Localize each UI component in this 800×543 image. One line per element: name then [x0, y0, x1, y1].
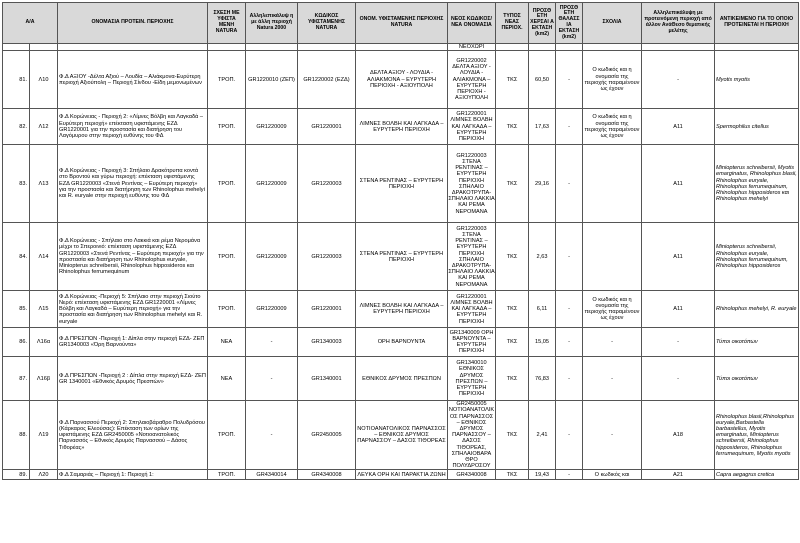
- existing-name-cell: ΕΘΝΙΚΟΣ ΔΡΥΜΟΣ ΠΡΕΣΠΩΝ: [356, 357, 448, 401]
- row-number: 88.: [3, 401, 30, 470]
- overlap-cell: GR1220009: [246, 223, 298, 291]
- existing-code-cell: GR4340008: [298, 470, 356, 480]
- new-code-cell: GR1220003 ΣΤΕΝΑ ΡΕΝΤΙΝΑΣ – ΕΥΡΥΤΕΡΗ ΠΕΡΙΟΧΗ ΣΠΗΛΑΙΟ ΔΡΑΚΟΤΡΥΠΑ- ΣΠΗΛΑΙΟ ΛΑΚΚΙΑ ΚΑΙ ΡΕΜΑ ΝΕΡΟΜΑΝΑ: [448, 145, 496, 223]
- row-code: Λ14: [30, 223, 58, 291]
- site-name: Φ.Δ Κορώνειας - Περιοχή 3: Σπήλαιο Δρακότρυπα κοντά στο Βροντού και γύρω περιοχή: επέκταση υφιστάμενης ΕΖΔ GR1220003 «Στενά Ρεντίνας – Ευρύτερη περιοχή» για την προστασία και διατήρηση των Rhinolophus mehelyi και R. euryale στην περιοχή ευθύνης του ΦΔ: [58, 145, 208, 223]
- cell: [3, 44, 30, 51]
- existing-name-cell: ΣΤΕΝΑ ΡΕΝΤΙΝΑΣ – ΕΥΡΥΤΕΡΗ ΠΕΡΙΟΧΗ: [356, 223, 448, 291]
- type-cell: ΤΚΣ: [496, 109, 529, 145]
- sea-area-cell: -: [556, 145, 583, 223]
- sea-area-cell: -: [556, 357, 583, 401]
- table-row: [3, 470, 799, 480]
- type-cell: ΤΚΣ: [496, 51, 529, 109]
- type-cell: ΤΚΣ: [496, 357, 529, 401]
- sea-area-cell: -: [556, 328, 583, 357]
- spacer-row: [3, 44, 799, 51]
- cell: [583, 44, 642, 51]
- header-object: ΑΝΤΙΚΕΙΜΕΝΟ ΓΙΑ ΤΟ ΟΠΟΙΟ ΠΡΟΤΕΙΝΕΤΑΙ Η ΠΕΡΙΟΧΗ: [715, 3, 799, 44]
- header-sea: ΠΡΟΣΘ ΕΤΗ ΘΑΛΑΣΣ ΙΑ ΕΚΤΑΣΗ (km2): [556, 3, 583, 44]
- object-cell: Spermophilus citellus: [715, 109, 799, 145]
- table-row: [3, 357, 799, 401]
- row-code: Λ12: [30, 109, 58, 145]
- cell: [642, 44, 715, 51]
- existing-name-cell: ΣΤΕΝΑ ΡΕΝΤΙΝΑΣ – ΕΥΡΥΤΕΡΗ ΠΕΡΙΟΧΗ: [356, 145, 448, 223]
- table-row: [3, 109, 799, 145]
- row-code: Λ13: [30, 145, 58, 223]
- sea-area-cell: -: [556, 51, 583, 109]
- header-existing-code: ΚΩΔΙΚΟΣ ΥΦΙΣΤΑΜΕΝΗΣ NATURA: [298, 3, 356, 44]
- new-code-cell: GR1220001 ΛΙΜΝΕΣ ΒΟΛΒΗ ΚΑΙ ΛΑΓΚΑΔΑ – ΕΥΡΥΤΕΡΗ ΠΕΡΙΟΧΗ: [448, 109, 496, 145]
- comments-cell: -: [583, 401, 642, 470]
- other-overlap-cell: -: [642, 51, 715, 109]
- object-cell: Miniopterus schreibersii, Myotis emarginatus, Rhinolophus blasii, Rhinolophus euryale, Rhinolophus ferrumequinum, Rhinolophus hipposideros και Rhinolophus mehelyi: [715, 145, 799, 223]
- row-code: Λ10: [30, 51, 58, 109]
- natura-sites-table: [2, 2, 799, 480]
- table-row: [3, 223, 799, 291]
- existing-name-cell: ΝΟΤΙΟΑΝΑΤΟΛΙΚΟΣ ΠΑΡΝΑΣΣΟΣ – ΕΘΝΙΚΟΣ ΔΡΥΜΟΣ ΠΑΡΝΑΣΣΟΥ – ΔΑΣΟΣ ΤΙΘΟΡΕΑΣ: [356, 401, 448, 470]
- overlap-cell: -: [246, 328, 298, 357]
- land-area-cell: 76,83: [529, 357, 556, 401]
- new-code-cell: GR1340010 ΕΘΝΙΚΟΣ ΔΡΥΜΟΣ ΠΡΕΣΠΩΝ – ΕΥΡΥΤΕΡΗ ΠΕΡΙΟΧΗ: [448, 357, 496, 401]
- site-name: Φ.Δ Παρνασσού Περιοχή 2: Σπηλαιοβάραθρο Πολυδρόσου (Κάρκαρος Ελεούσας): Επέκταση των ορίων της υφιστάμενης ΕΖΔ GR2450005 «Νοτιοανατολικός Παρνασσός – Εθνικός Δρυμός Παρνασσού – Δάσος Τιθορέας»: [58, 401, 208, 470]
- header-new-code: ΝΕΟΣ ΚΩΔΙΚΟΣ/ ΝΕΑ ΟΝΟΜΑΣΙΑ: [448, 3, 496, 44]
- land-area-cell: 2,41: [529, 401, 556, 470]
- other-overlap-cell: Α11: [642, 291, 715, 328]
- row-number: 81.: [3, 51, 30, 109]
- row-number: 89.: [3, 470, 30, 480]
- new-code-cell: GR4340008: [448, 470, 496, 480]
- object-cell: Capra aegagrus cretica: [715, 470, 799, 480]
- type-cell: ΤΚΣ: [496, 223, 529, 291]
- existing-code-cell: GR1220003: [298, 223, 356, 291]
- cell: [58, 44, 208, 51]
- header-type: ΤΥΠΟΣ ΝΕΑΣ ΠΕΡΙΟΧ.: [496, 3, 529, 44]
- sea-area-cell: -: [556, 109, 583, 145]
- header-comments: ΣΧΟΛΙΑ: [583, 3, 642, 44]
- site-name: Φ.Δ ΠΡΕΣΠΩΝ -Περιοχή 1: Δίπλα στην περιοχή ΕΖΔ- ΖΕΠ GR1340003 «Όρη Βαρνούντα»: [58, 328, 208, 357]
- existing-code-cell: GR2450005: [298, 401, 356, 470]
- row-code: Λ16β: [30, 357, 58, 401]
- overlap-cell: -: [246, 357, 298, 401]
- new-code-cell: GR1340009 ΟΡΗ ΒΑΡΝΟΥΝΤΑ – ΕΥΡΥΤΕΡΗ ΠΕΡΙΟΧΗ: [448, 328, 496, 357]
- existing-name-cell: ΛΙΜΝΕΣ ΒΟΛΒΗ ΚΑΙ ΛΑΓΚΑΔΑ – ΕΥΡΥΤΕΡΗ ΠΕΡΙΟΧΗ: [356, 109, 448, 145]
- header-relation: ΣΧΕΣΗ ΜΕ ΥΦΙΣΤΑ ΜΕΝΗ NATURA: [208, 3, 246, 44]
- row-number: 86.: [3, 328, 30, 357]
- row-code: Λ15: [30, 291, 58, 328]
- type-cell: ΤΚΣ: [496, 401, 529, 470]
- type-cell: ΤΚΣ: [496, 145, 529, 223]
- site-name: Φ.Δ Κορώνειας - Περιοχή 2: «Λίμνες Βόλβη και Λαγκαδά – Ευρύτερη περιοχή» επέκταση υφιστάμενης ΕΖΔ GR1220001 για την προστασία και διατήρηση του Λαγόμυρου στην περιοχή ευθύνης του ΦΔ: [58, 109, 208, 145]
- sea-area-cell: -: [556, 223, 583, 291]
- land-area-cell: 15,05: [529, 328, 556, 357]
- existing-name-cell: ΛΕΥΚΑ ΟΡΗ ΚΑΙ ΠΑΡΑΚΤΙΑ ΖΩΝΗ: [356, 470, 448, 480]
- relation-cell: ΤΡΟΠ.: [208, 51, 246, 109]
- cell: [715, 44, 799, 51]
- site-name: Φ.Δ Κορώνειας -Περιοχή 5: Σπήλαιο στην περιοχή Σιούτο Νερό: επέκταση υφιστάμενης ΕΖΔ GR1220001 «Λίμνες Βόλβη και Λαγκαδά – Ευρύτερη περιοχή» για την προστασία και διατήρηση των Rhinolophus mehelyi και R. euryale: [58, 291, 208, 328]
- cell: [30, 44, 58, 51]
- comments-cell: [583, 223, 642, 291]
- other-overlap-cell: Α11: [642, 145, 715, 223]
- new-code-cell: GR1220001 ΛΙΜΝΕΣ ΒΟΛΒΗ ΚΑΙ ΛΑΓΚΑΔΑ – ΕΥΡΥΤΕΡΗ ΠΕΡΙΟΧΗ: [448, 291, 496, 328]
- existing-name-cell: ΛΙΜΝΕΣ ΒΟΛΒΗ ΚΑΙ ΛΑΓΚΑΔΑ – ΕΥΡΥΤΕΡΗ ΠΕΡΙΟΧΗ: [356, 291, 448, 328]
- site-name: Φ.Δ Κορώνειας - Σπήλαιο στο Λακκιά και ρέμα Νερομάνα μέχρι το Σπεροινιό: επέκταση υφιστάμενης ΕΖΔ GR1220003 «Στενά Ρεντίνας – Ευρύτερη περιοχή» για την προστασία και διατήρηση των Rhinolophus euryale, Miniopterus schreibersii, Rhinolophus hipposideros και Rhinolophus ferrumequinum: [58, 223, 208, 291]
- other-overlap-cell: Α21: [642, 470, 715, 480]
- land-area-cell: 2,63: [529, 223, 556, 291]
- land-area-cell: 29,16: [529, 145, 556, 223]
- table-row: [3, 328, 799, 357]
- object-cell: Rhinolophus blasii,Rhinolophus euryale,Barbastella barbastellus, Myotis emarginatus, Miniopterus schreibersii, Rhinolophus hipposideros, Rhinolophus ferrumequinum, Myotis myotis: [715, 401, 799, 470]
- row-number: 85.: [3, 291, 30, 328]
- existing-code-cell: GR1340003: [298, 328, 356, 357]
- header-other-overlap: Αλληλεπικάλυψη με προτεινόμενη περιοχή από άλλον ΑνάΘεσο θεματικής μελέτης: [642, 3, 715, 44]
- object-cell: Miniopterus schreibersii, Rhinolophus euryale, Rhinolophus ferrumequinum, Rhinolophus hipposideros: [715, 223, 799, 291]
- sea-area-cell: -: [556, 470, 583, 480]
- comments-cell: [583, 145, 642, 223]
- top-fragment: ΝΕΟΧΩΡΙ: [448, 44, 496, 51]
- header-name: ΟΝΟΜΑΣΙΑ ΠΡΟΤΕΙΝ. ΠΕΡΙΟΧΗΣ: [58, 3, 208, 44]
- relation-cell: ΤΡΟΠ.: [208, 109, 246, 145]
- header-overlap: Αλληλεπικάλυψ η με άλλη περιοχή Natura 2000: [246, 3, 298, 44]
- relation-cell: ΝΕΑ: [208, 328, 246, 357]
- object-cell: Τύποι οικοτόπων: [715, 328, 799, 357]
- row-code: Λ20: [30, 470, 58, 480]
- existing-code-cell: GR1340001: [298, 357, 356, 401]
- row-number: 82.: [3, 109, 30, 145]
- new-code-cell: GR2450005 ΝΟΤΙΟΑΝΑΤΟΛΙΚΟΣ ΠΑΡΝΑΣΣΟΣ – ΕΘΝΙΚΟΣ ΔΡΥΜΟΣ ΠΑΡΝΑΣΣΟΥ – ΔΑΣΟΣ ΤΙΘΟΡΕΑΣ, ΣΠΗΛΑΙΟΒΑΡΑ ΘΡΟ ΠΟΛΥΔΡΟΣΟΥ: [448, 401, 495, 470]
- comments-cell: -: [583, 357, 642, 401]
- cell: [246, 44, 298, 51]
- cell: [298, 44, 356, 51]
- existing-code-cell: GR1220002 (ΕΖΔ): [298, 51, 356, 109]
- overlap-cell: GR1220009: [246, 145, 298, 223]
- relation-cell: ΝΕΑ: [208, 357, 246, 401]
- cell: [529, 44, 556, 51]
- sea-area-cell: -: [556, 291, 583, 328]
- cell: [556, 44, 583, 51]
- header-existing-name: ΟΝΟΜ. ΥΦΙΣΤΑΜΕΝΗΣ ΠΕΡΙΟΧΗΣ NATURA: [356, 3, 448, 44]
- sea-area-cell: -: [556, 401, 583, 470]
- comments-cell: Ο κωδικός και: [583, 470, 642, 480]
- other-overlap-cell: -: [642, 328, 715, 357]
- table-row: [3, 145, 799, 223]
- type-cell: ΤΚΣ: [496, 470, 529, 480]
- cell: [208, 44, 246, 51]
- table-row: [3, 51, 799, 109]
- comments-cell: Ο κωδικός και η ονομασία της περιοχής παραμένουν ως έχουν: [583, 109, 642, 145]
- relation-cell: ΤΡΟΠ.: [208, 401, 246, 470]
- type-cell: ΤΚΣ: [496, 328, 529, 357]
- existing-code-cell: GR1220003: [298, 145, 356, 223]
- object-cell: Rhinolophus mehelyi, R. euryale: [715, 291, 799, 328]
- relation-cell: ΤΡΟΠ.: [208, 223, 246, 291]
- row-number: 87.: [3, 357, 30, 401]
- relation-cell: ΤΡΟΠ.: [208, 145, 246, 223]
- comments-cell: -: [583, 328, 642, 357]
- relation-cell: ΤΡΟΠ.: [208, 470, 246, 480]
- header-land: ΠΡΟΣΘ ΕΤΗ ΧΕΡΣΑΙ Α ΕΚΤΑΣΗ (km2): [529, 3, 556, 44]
- land-area-cell: 19,43: [529, 470, 556, 480]
- type-cell: ΤΚΣ: [496, 291, 529, 328]
- overlap-cell: GR4340014: [246, 470, 298, 480]
- comments-cell: Ο κωδικός και η ονομασία της περιοχής παραμένουν ως έχουν: [583, 291, 642, 328]
- overlap-cell: GR1220010 (ΖΕΠ): [246, 51, 298, 109]
- row-code: Λ16α: [30, 328, 58, 357]
- overlap-cell: GR1220009: [246, 291, 298, 328]
- relation-cell: ΤΡΟΠ.: [208, 291, 246, 328]
- new-code-cell: GR1220002 ΔΕΛΤΑ ΑΞΙΟΥ - ΛΟΥΔΙΑ - ΑΛΙΑΚΜΟΝΑ – ΕΥΡΥΤΕΡΗ ΠΕΡΙΟΧΗ - ΑΞΙΟΥΠΟΛΗ: [448, 51, 496, 109]
- site-name: Φ.Δ ΠΡΕΣΠΩΝ -Περιοχή 2 : Δίπλα στην περιοχή ΕΖΔ- ΖΕΠ GR 1340001 «Εθνικός Δρυμός Πρεσπών»: [58, 357, 208, 401]
- existing-code-cell: GR1220001: [298, 109, 356, 145]
- existing-name-cell: ΟΡΗ ΒΑΡΝΟΥΝΤΑ: [356, 328, 448, 357]
- overlap-cell: GR1220009: [246, 109, 298, 145]
- other-overlap-cell: Α11: [642, 223, 715, 291]
- land-area-cell: 60,50: [529, 51, 556, 109]
- site-name: Φ.Δ ΑΞΙΟΥ -Δέλτα Αξιού – Λουδία – Αλιάκμονα-Ευρύτερη περιοχή Αξιούπολη – Περιοχή Σίνδου -Είδη μεμονωμένων: [58, 51, 208, 109]
- other-overlap-cell: Α11: [642, 109, 715, 145]
- header-aa: Α/Α: [3, 3, 58, 44]
- table-row: [3, 291, 799, 328]
- object-cell: Τύποι οικοτόπων: [715, 357, 799, 401]
- existing-code-cell: GR1220001: [298, 291, 356, 328]
- header-row: [3, 3, 799, 44]
- new-code-cell: GR1220003 ΣΤΕΝΑ ΡΕΝΤΙΝΑΣ – ΕΥΡΥΤΕΡΗ ΠΕΡΙΟΧΗ ΣΠΗΛΑΙΟ ΔΡΑΚΟΤΡΥΠΑ- ΣΠΗΛΑΙΟ ΛΑΚΚΙΑ ΚΑΙ ΡΕΜΑ ΝΕΡΟΜΑΝΑ: [448, 223, 496, 291]
- row-code: Λ19: [30, 401, 58, 470]
- overlap-cell: -: [246, 401, 298, 470]
- comments-cell: Ο κωδικός και η ονομασία της περιοχής παραμένουν ως έχουν: [583, 51, 642, 109]
- object-cell: Myotis myotis: [715, 51, 799, 109]
- land-area-cell: 17,63: [529, 109, 556, 145]
- other-overlap-cell: Α18: [642, 401, 715, 470]
- other-overlap-cell: -: [642, 357, 715, 401]
- existing-name-cell: ΔΕΛΤΑ ΑΞΙΟΥ - ΛΟΥΔΙΑ - ΑΛΙΑΚΜΟΝΑ – ΕΥΡΥΤΕΡΗ ΠΕΡΙΟΧΗ - ΑΞΙΟΥΠΟΛΗ: [356, 51, 448, 109]
- table-row: [3, 401, 799, 470]
- cell: [356, 44, 448, 51]
- row-number: 83.: [3, 145, 30, 223]
- land-area-cell: 6,11: [529, 291, 556, 328]
- row-number: 84.: [3, 223, 30, 291]
- cell: [496, 44, 529, 51]
- site-name: Φ.Δ Σαμαριάς – Περιοχή 1: Περιοχή 1:: [58, 470, 208, 480]
